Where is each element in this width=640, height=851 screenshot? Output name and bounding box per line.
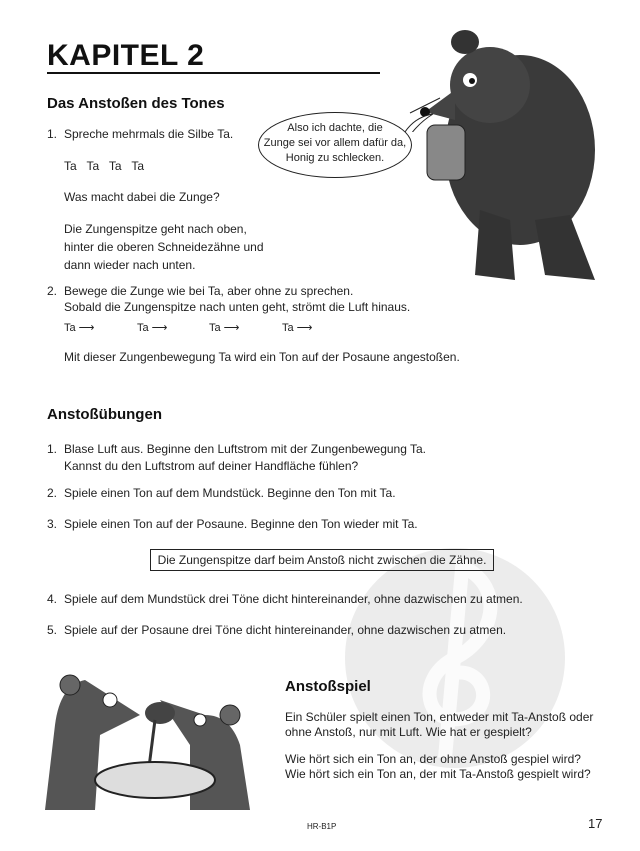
list-item: Spiele einen Ton auf der Posaune. Beginne den Ton wieder mit Ta.: [64, 517, 418, 531]
paragraph-line: Wie hört sich ein Ton an, der mit Ta-Anstoß gespielt wird?: [285, 767, 591, 781]
list-item-number: 3.: [47, 517, 58, 531]
speech-bubble: [258, 112, 412, 178]
mice-illustration: [40, 665, 255, 815]
list-item-number: 2.: [47, 486, 58, 500]
bear-illustration: [405, 30, 630, 290]
list-item: Spreche mehrmals die Silbe Ta.: [64, 127, 234, 141]
bubble-line: Also ich dachte, die: [287, 122, 383, 134]
paragraph-line: Ein Schüler spielt einen Ton, entweder mit Ta-Anstoß oder: [285, 710, 594, 724]
section-heading: Das Anstoßen des Tones: [47, 95, 225, 112]
section-heading: Anstoßspiel: [285, 678, 371, 695]
list-item: Blase Luft aus. Beginne den Luftstrom mit der Zungenbewegung Ta.: [64, 442, 427, 456]
paragraph-line: ohne Anstoß, nur mit Luft. Wie hat er gespielt?: [285, 725, 532, 739]
footer-code: HR-B1P: [307, 822, 337, 831]
title-underline: [47, 72, 380, 74]
list-item: Spiele auf dem Mundstück drei Töne dicht hintereinander, ohne dazwischen zu atmen.: [64, 592, 523, 606]
answer-line: dann wieder nach unten.: [64, 258, 196, 272]
ta-arrow: Ta ⟶: [282, 322, 313, 334]
list-item-number: 1.: [47, 442, 58, 456]
list-item-number: 4.: [47, 592, 58, 606]
conclusion: Mit dieser Zungenbewegung Ta wird ein Ton auf der Posaune angestoßen.: [64, 350, 460, 364]
chapter-title: KAPITEL 2: [47, 39, 205, 72]
page-number: 17: [588, 816, 603, 831]
ta-arrow: Ta ⟶: [137, 322, 168, 334]
ta-arrow: Ta ⟶: [64, 322, 95, 334]
note-box: Die Zungenspitze darf beim Anstoß nicht zwischen die Zähne.: [150, 549, 494, 571]
answer-line: Die Zungenspitze geht nach oben,: [64, 222, 247, 236]
bubble-line: Zunge sei vor allem dafür da,: [263, 137, 407, 149]
list-item-number: 2.: [47, 284, 58, 298]
bubble-line: Honig zu schlecken.: [285, 152, 385, 164]
list-item: Kannst du den Luftstrom auf deiner Handfläche fühlen?: [64, 459, 359, 473]
paragraph-line: Wie hört sich ein Ton an, der ohne Anstoß gespiel wird?: [285, 752, 581, 766]
answer-line: hinter die oberen Schneidezähne und: [64, 240, 264, 254]
list-item: Spiele einen Ton auf dem Mundstück. Beginne den Ton mit Ta.: [64, 486, 396, 500]
list-item-number: 5.: [47, 623, 58, 637]
question: Was macht dabei die Zunge?: [64, 190, 220, 204]
list-item: Spiele auf der Posaune drei Töne dicht hintereinander, ohne dazwischen zu atmen.: [64, 623, 507, 637]
list-item: Bewege die Zunge wie bei Ta, aber ohne zu sprechen.: [64, 284, 354, 298]
ta-arrow: Ta ⟶: [209, 322, 240, 334]
syllables: Ta Ta Ta Ta: [64, 159, 145, 173]
section-heading: Anstoßübungen: [47, 406, 162, 423]
list-item: Sobald die Zungenspitze nach unten geht, strömt die Luft hinaus.: [64, 300, 411, 314]
list-item-number: 1.: [47, 127, 58, 141]
